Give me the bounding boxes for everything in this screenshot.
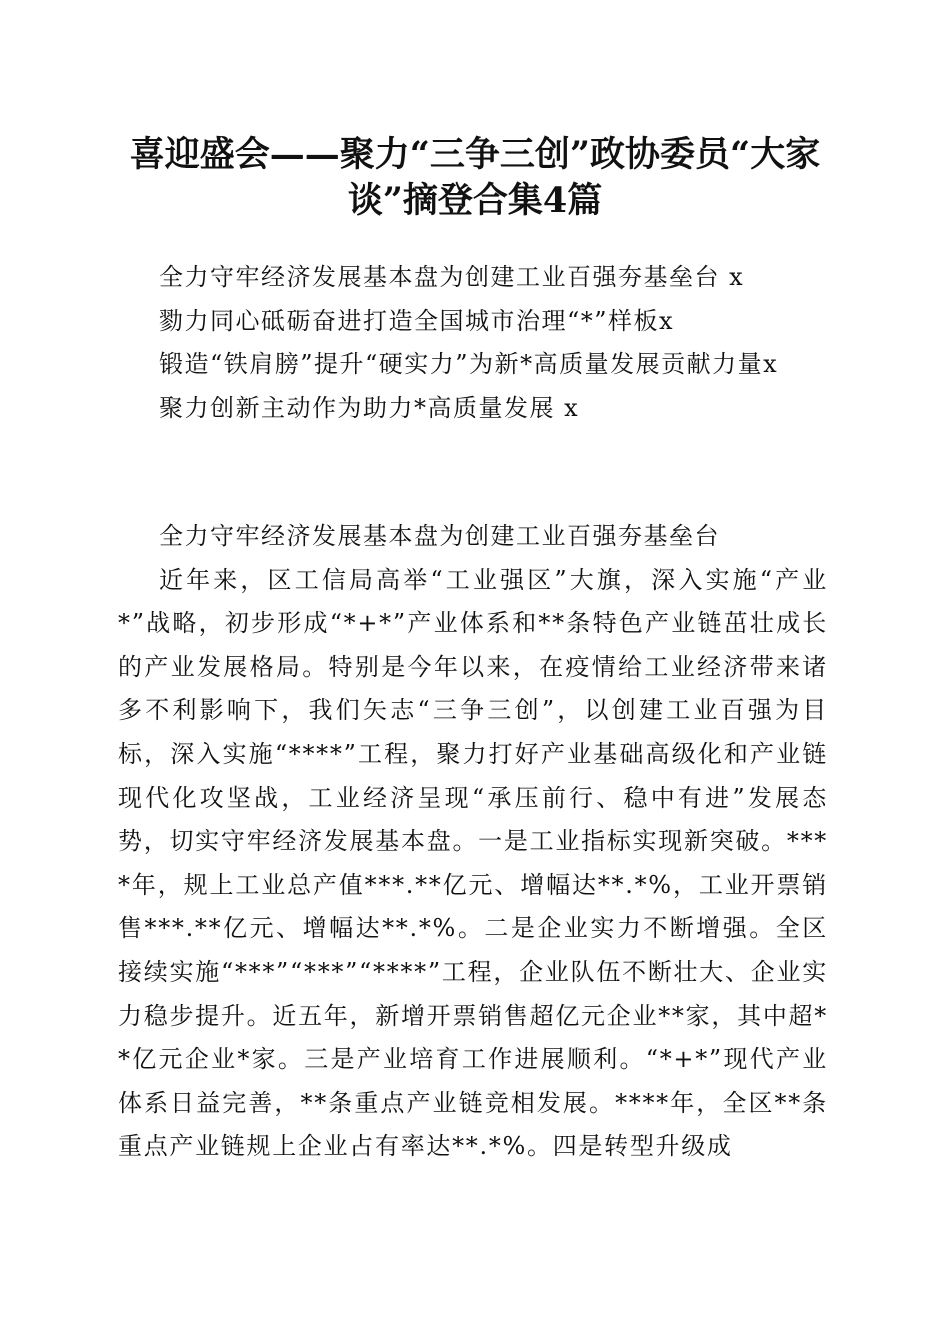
toc-item: 聚力创新主动作为助力*高质量发展 x	[159, 393, 580, 422]
toc-item: 全力守牢经济发展基本盘为创建工业百强夯基垒台 x	[159, 263, 745, 291]
article-body	[118, 515, 828, 1169]
toc-item: 勠力同心砥砺奋进打造全国城市治理“*”样板x	[159, 306, 675, 335]
document-title: 喜迎盛会——聚力“三争三创”政协委员“大家谈”摘登合集4篇	[129, 134, 821, 221]
section-heading: 全力守牢经济发展基本盘为创建工业百强夯基垒台	[159, 522, 720, 550]
toc-item: 锻造“铁肩膀”提升“硬实力”为新*高质量发展贡献力量x	[159, 350, 779, 379]
body-paragraph: 近年来，区工信局高举“工业强区”大旗，深入实施“产业*”战略，初步形成“*+*”产业体系和**条特色产业链茁壮成长的产业发展格局。特别是今年以来，在疫情给工业经济带来诸多不利影响下，我们矢志“三争三创”，以创建工业百强为目标，深入实施“****”工程，聚力打好产业基础高级化和产业链现代化攻坚战，工业经济呈现“承压前行、稳中有进”发展态势，切实守牢经济发展基本盘。一是工业指标实现新突破。****年，规上工业总产值***.**亿元、增幅达**.*%，工业开票销售***.**亿元、增幅达**.*%。二是企业实力不断增强。全区接续实施“***”“***”“****”工程，企业队伍不断壮大、企业实力稳步提升。近五年，新增开票销售超亿元企业**家，其中超**亿元企业*家。三是产业培育工作进展顺利。“*+*”现代产业体系日益完善，**条重点产业链竞相发展。****年，全区**条重点产业链规上企业占有率达**.*%。四是转型升级成	[118, 565, 828, 1161]
table-of-contents	[118, 256, 828, 430]
